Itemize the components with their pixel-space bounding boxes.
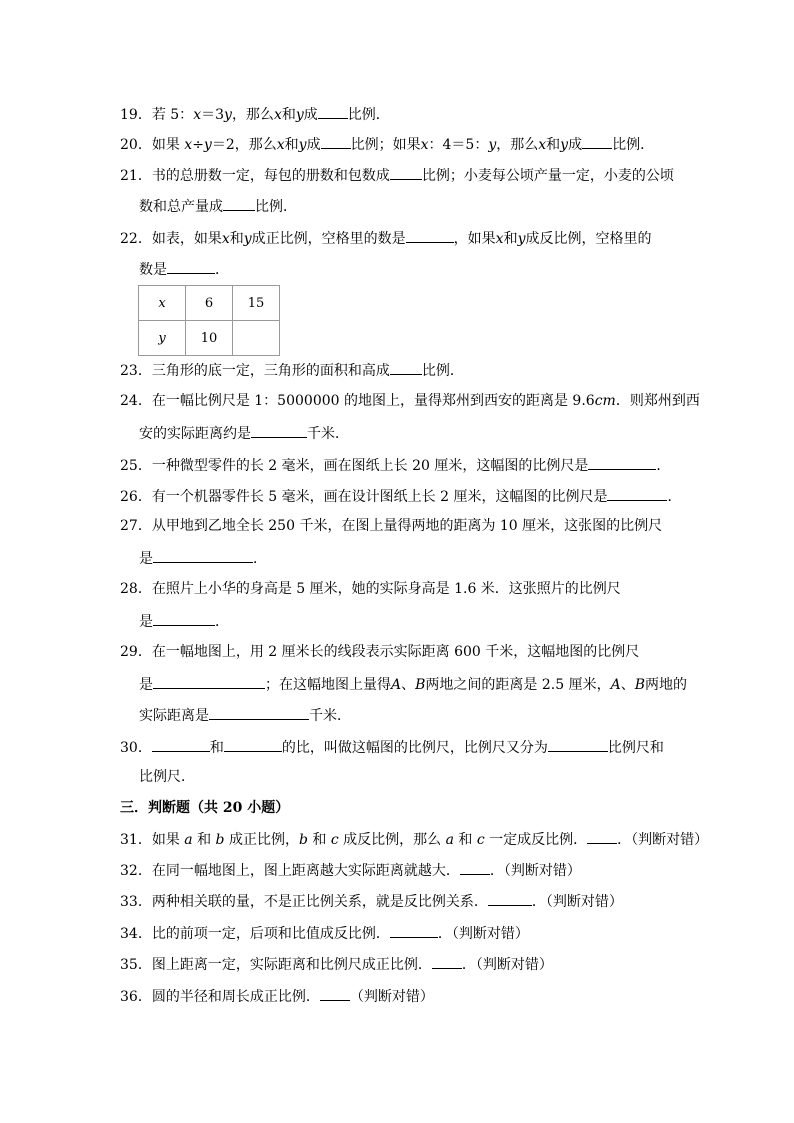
question-19: 19．若 5：x＝3y，那么x和y成 比例． (120, 103, 680, 123)
table-row: y 10 (139, 321, 280, 356)
answer-blank[interactable] (223, 195, 255, 211)
question-28-line-2: 是 ． (139, 610, 699, 630)
answer-blank[interactable] (582, 133, 612, 149)
answer-blank[interactable] (390, 359, 422, 375)
answer-blank[interactable] (390, 164, 422, 180)
answer-blank[interactable] (152, 736, 210, 752)
answer-blank[interactable] (224, 736, 282, 752)
answer-blank[interactable] (318, 103, 348, 119)
question-24: 24．在一幅比例尺是 1：5000000 的地图上，量得郑州到西安的距离是 9.6cm．则郑州到西 (120, 393, 700, 409)
answer-blank[interactable] (607, 485, 667, 501)
question-31: 31．如果 a 和 b 成正比例，b 和 c 成反比例，那么 a 和 c 一定成反比例． ．（判断对错） (120, 828, 680, 848)
question-27-line-2: 是 ． (139, 547, 699, 567)
question-29-line-3: 实际距离是 千米． (139, 704, 699, 724)
empty-cell[interactable] (233, 321, 280, 356)
question-22: 22．如表，如果x和y成正比例，空格里的数是 ，如果x和y成反比例，空格里的 (120, 227, 680, 247)
question-27: 27．从甲地到乙地全长 250 千米，在图上量得两地的距离为 10 厘米，这张图的比例尺 (120, 518, 663, 534)
section-heading: 三．判断题（共 20 小题） (120, 800, 290, 816)
question-34: 34．比的前项一定，后项和比值成反比例． ．（判断对错） (120, 922, 680, 942)
answer-blank[interactable] (209, 704, 309, 720)
answer-blank[interactable] (153, 673, 265, 689)
question-29: 29．在一幅地图上，用 2 厘米长的线段表示实际距离 600 千米，这幅地图的比例尺 (120, 644, 640, 660)
question-25: 25．一种微型零件的长 2 毫米，画在图纸上长 20 厘米，这幅图的比例尺是 ． (120, 454, 680, 474)
answer-blank[interactable] (548, 736, 608, 752)
question-26: 26．有一个机器零件长 5 毫米，画在设计图纸上长 2 厘米，这幅图的比例尺是 ． (120, 485, 680, 505)
question-29-line-2: 是 ；在这幅地图上量得A、B两地之间的距离是 2.5 厘米，A、B两地的 (139, 673, 699, 693)
question-22-line-2: 数是 ． (139, 258, 699, 278)
question-36: 36．圆的半径和周长成正比例． （判断对错） (120, 985, 680, 1005)
xy-table (138, 285, 280, 356)
answer-blank[interactable] (406, 227, 454, 243)
answer-blank[interactable] (153, 610, 215, 626)
question-28: 28．在照片上小华的身高是 5 厘米，她的实际身高是 1.6 米．这张照片的比例尺 (120, 581, 621, 597)
question-21: 21．书的总册数一定，每包的册数和包数成 比例；小麦每公顷产量一定，小麦的公顷 (120, 164, 680, 184)
answer-blank[interactable] (167, 258, 215, 274)
question-35: 35．图上距离一定，实际距离和比例尺成正比例． ．（判断对错） (120, 953, 680, 973)
question-24-line-2: 安的实际距离约是 千米． (139, 422, 699, 442)
answer-blank[interactable] (488, 890, 532, 906)
question-32: 32．在同一幅地图上，图上距离越大实际距离就越大． ．（判断对错） (120, 859, 680, 879)
answer-blank[interactable] (320, 985, 350, 1001)
answer-blank[interactable] (390, 922, 438, 938)
answer-blank[interactable] (587, 828, 617, 844)
answer-blank[interactable] (153, 547, 253, 563)
question-23: 23．三角形的底一定，三角形的面积和高成 比例． (120, 359, 680, 379)
answer-blank[interactable] (432, 953, 462, 969)
question-20: 20．如果 x÷y＝2，那么x和y成 比例；如果x：4＝5：y，那么x和y成 比例． (120, 133, 680, 153)
question-30-line-2: 比例尺． (139, 769, 195, 785)
answer-blank[interactable] (588, 454, 656, 470)
answer-blank[interactable] (321, 133, 351, 149)
question-30: 30． 和 的比，叫做这幅图的比例尺，比例尺又分为 比例尺和 (120, 736, 680, 756)
answer-blank[interactable] (460, 859, 490, 875)
table-row: x 6 15 (139, 286, 280, 321)
answer-blank[interactable] (251, 422, 307, 438)
question-33: 33．两种相关联的量，不是正比例关系，就是反比例关系． ．（判断对错） (120, 890, 680, 910)
question-21-line-2: 数和总产量成 比例． (139, 195, 699, 215)
